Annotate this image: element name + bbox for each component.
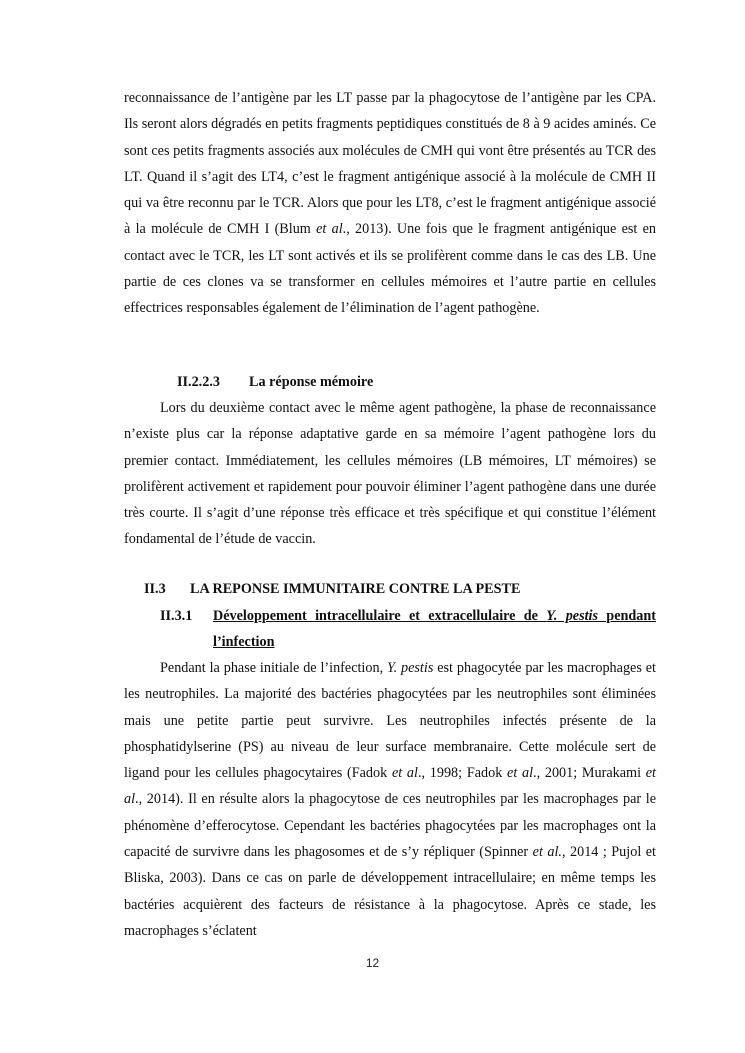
title-run: Développement intracellulaire et extracellulaire de	[213, 608, 547, 624]
section-heading-2-2-3	[177, 369, 373, 395]
section-number: II.3.1	[160, 608, 193, 624]
text-run: ., 2001; Murakami	[533, 765, 646, 782]
section-title: La réponse mémoire	[249, 374, 374, 390]
text-run: , 2014 ; Pujol et Bliska, 2003). Dans ce cas on parle de développement intracellulaire; en même temps les bactéries acquièrent des facteurs de résistance à la phagocytose. Après ce stade, les macrophages s’éclatent	[124, 844, 656, 939]
paragraph-lt-recognition	[124, 85, 656, 322]
text-run: ., 2013). Une fois que le fragment antigénique est en contact avec le TCR, les LT sont activés et ils se prolifèrent comme dans le cas des LB. Une partie de ces clones va se transformer en cellules mémoires et l’autre partie en cellules effectrices responsables également de l’élimination de l’agent pathogène.	[124, 221, 656, 317]
title-italic-species: Y. pestis	[546, 608, 599, 624]
text-run: ., 2014). Il en résulte alors la phagocytose de ces neutrophiles par les macrophages par le phénomène d’efferocytose. Cependant les bactéries phagocytées par les macrophages ont la capacité de survivre dans les phagosomes et de s’y répliquer (Spinner	[124, 791, 656, 861]
section-number: II.3	[144, 581, 166, 597]
section-heading-2-3	[144, 576, 520, 602]
section-number: II.2.2.3	[177, 374, 220, 390]
text-run: est phagocytée par les macrophages et les neutrophiles. La majorité des bactéries phagocytées par les neutrophiles sont éliminées mais une petite partie peut survivre. Les neutrophiles infectés présente de la phosphatidylserine (PS) au niveau de leur surface membranaire. Cette molécule sert de ligand pour les cellules phagocytaires (Fadok	[124, 660, 656, 782]
section-title: LA REPONSE IMMUNITAIRE CONTRE LA PESTE	[190, 581, 521, 597]
paragraph-intracellular-development	[124, 655, 656, 944]
paragraph-memory-response: Lors du deuxième contact avec le même agent pathogène, la phase de reconnaissance n’existe plus car la réponse adaptative garde en sa mémoire l’agent pathogène lors du premier contact. Immédiatement, les cellules mémoires (LB mémoires, LT mémoires) se prolifèrent activement et rapidement pour pouvoir éliminer l’agent pathogène dans une durée très courte. Il s’agit d’une réponse très efficace et très spécifique et qui constitue l’élément fondamental de l’étude de vaccin.	[124, 400, 656, 548]
text-run: Pendant la phase initiale de l’infection,	[160, 660, 387, 676]
text-run: reconnaissance de l’antigène par les LT passe par la phagocytose de l’antigène par les CPA. Ils seront alors dégradés en petits fragments peptidiques constitués de 8 à 9 acides aminés. Ce sont ces petits fragments associés aux molécules de CMH qui vont être présentés au TCR des LT. Quand il s’agit des LT4, c’est le fragment antigénique associé à la molécule de CMH II qui va être reconnu par le TCR. Alors que pour les LT8, c’est le fragment antigénique associé à la molécule de CMH I (Blum	[124, 90, 656, 238]
page-number: 12	[365, 956, 380, 970]
italic-et-al: et al	[124, 765, 656, 808]
title-run: pendant l’infection	[213, 608, 656, 651]
italic-et-al: et al	[507, 765, 534, 782]
section-title	[213, 603, 656, 656]
text-run: ., 1998; Fadok	[417, 765, 508, 782]
italic-species: Y. pestis	[387, 660, 434, 676]
italic-et-al: et al	[391, 765, 418, 782]
italic-et-al: et al.	[532, 844, 562, 861]
italic-et-al: et al	[316, 221, 343, 238]
